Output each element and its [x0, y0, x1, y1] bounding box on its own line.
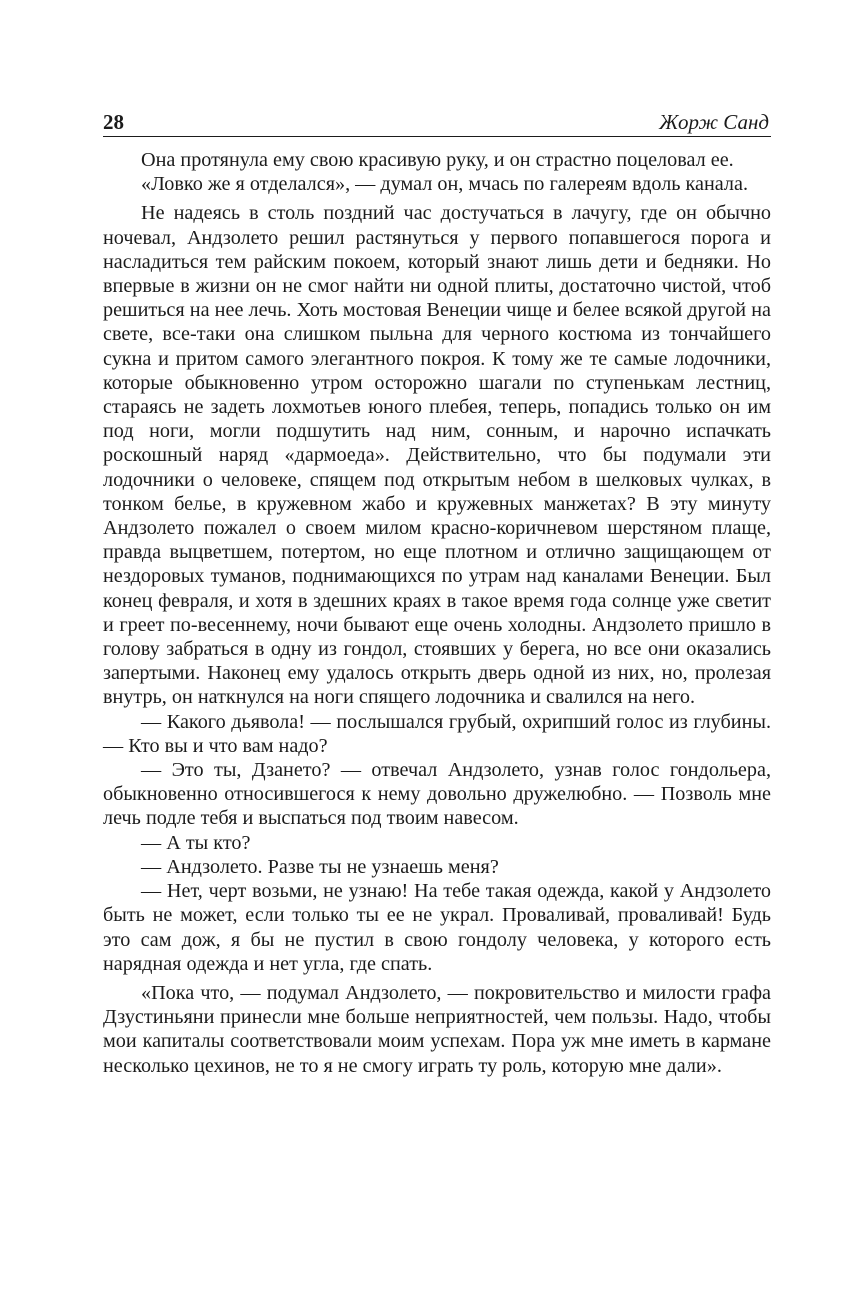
body-text [103, 148, 771, 1078]
paragraph: Не надеясь в столь поздний час достучаться в лачугу, где он обычно ночевал, Андзолето решил растянуться у первого попавшегося порога и насладиться тем райским покоем, который знают лишь дети и бедняки. Но впервые в жизни он не смог найти ни одной плиты, достаточно чистой, чтоб решиться на нее лечь. Хоть мостовая Венеции чище и белее всякой другой на свете, все-таки она слишком пыльна для черного костюма из тончайшего сукна и притом самого элегантного покроя. К тому же те самые лодочники, которые обыкновенно утром осторожно шагали по ступенькам лестниц, стараясь не задеть лохмотьев юного плебея, теперь, попадись только он им под ноги, могли подшутить над ним, сонным, и нарочно испачкать роскошный наряд «дармоеда». Действительно, что бы подумали эти лодочники о человеке, спящем под открытым небом в шелковых чулках, в тонком белье, в кружевном жабо и кружевных манжетах? В эту минуту Андзолето пожалел о своем милом красно-коричневом шерстяном плаще, правда выцветшем, потертом, но еще плотном и отлично защищающем от нездоровых туманов, поднимающихся по утрам над каналами Венеции. Был конец февраля, и хотя в здешних краях в такое время года солнце уже светит и греет по-весеннему, ночи бывают еще очень холодны. Андзолето пришло в голову забраться в одну из гондол, стоявших у берега, но все они оказались запертыми. Наконец ему удалось открыть дверь одной из них, но, пролезая внутрь, он наткнулся на ноги спящего лодочника и свалился на него. [103, 202, 771, 709]
paragraph: — А ты кто? [141, 831, 251, 854]
running-head-author: Жорж Санд [659, 110, 769, 134]
page-number: 28 [103, 110, 124, 134]
paragraph: «Пока что, — подумал Андзолето, — покровительство и милости графа Дзустиньяни принесли мне больше неприятностей, чем пользы. Надо, чтобы мои капиталы соответствовали моим успехам. Пора уж мне иметь в кармане несколько цехинов, не то я не смогу играть ту роль, которую мне дали». [103, 981, 771, 1077]
paragraph: Она протянула ему свою красивую руку, и он страстно поцеловал ее. [141, 149, 734, 171]
page-header [103, 110, 771, 137]
paragraph: — Андзолето. Разве ты не узнаешь меня? [141, 855, 499, 878]
paragraph: — Это ты, Дзането? — отвечал Андзолето, узнав голос гондольера, обыкновенно относившегося к нему довольно дружелюбно. — Позволь мне лечь подле тебя и выспаться под твоим навесом. [103, 759, 771, 830]
paragraph: — Нет, черт возьми, не узнаю! На тебе такая одежда, какой у Андзолето быть не может, если только ты ее не украл. Проваливай, проваливай! Будь это сам дож, я бы не пустил в свою гондолу человека, у которого есть нарядная одежда и нет угла, где спать. [103, 880, 771, 975]
paragraph: — Какого дьявола! — послышался грубый, охрипший голос из глубины. — Кто вы и что вам надо? [103, 710, 771, 757]
paragraph: «Ловко же я отделался», — думал он, мчась по галереям вдоль канала. [141, 173, 749, 196]
